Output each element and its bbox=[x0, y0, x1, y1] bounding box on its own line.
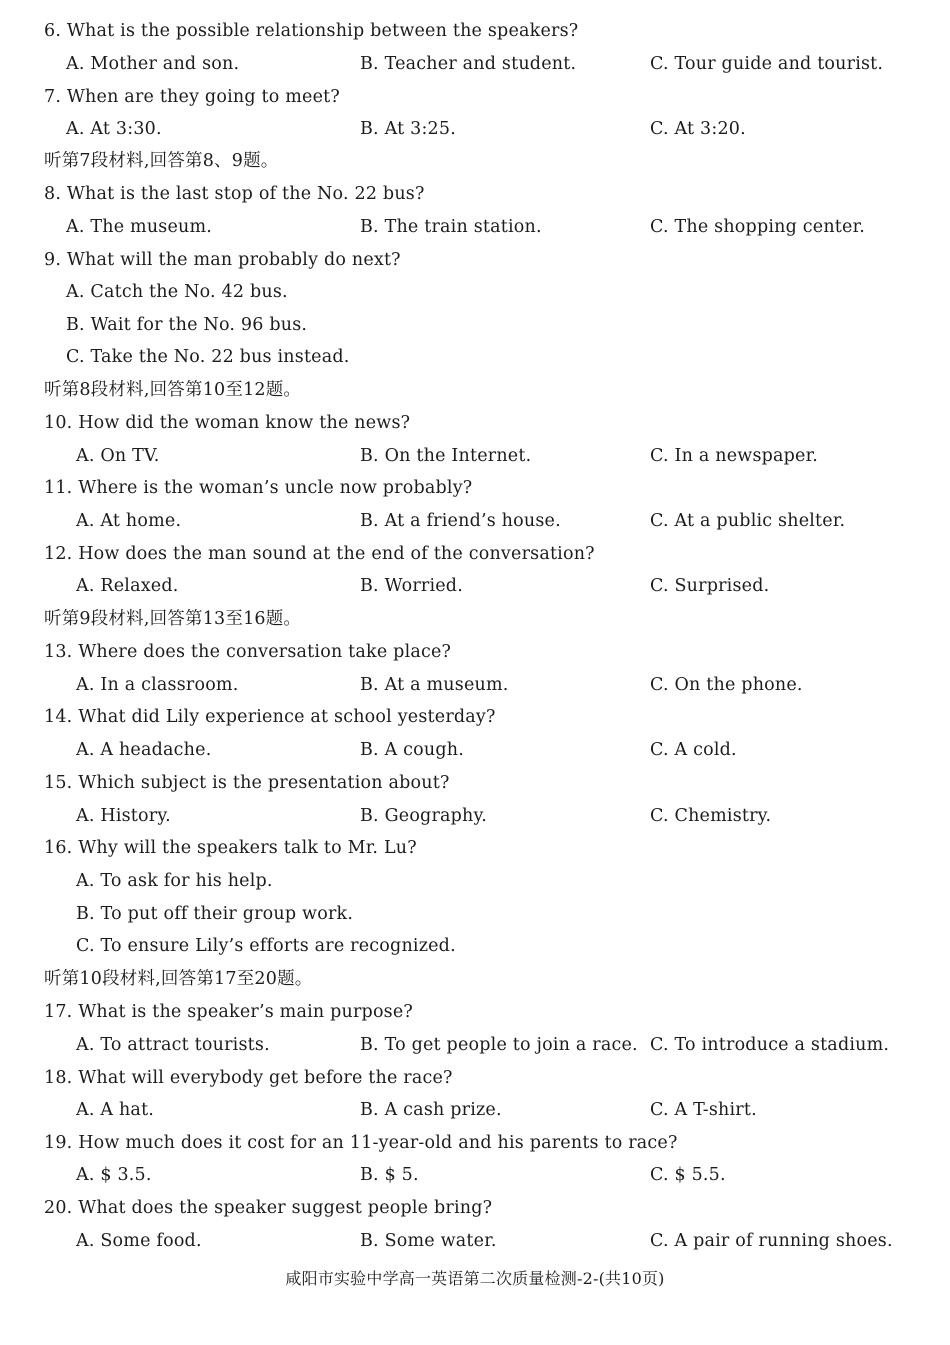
question-19-option-b: B. $ 5. bbox=[360, 1165, 419, 1185]
question-16-option-a-row bbox=[0, 866, 950, 896]
question-14-stem: 14. What did Lily experience at school yesterday? bbox=[44, 707, 496, 727]
question-15-stem: 15. Which subject is the presentation about? bbox=[44, 773, 450, 793]
question-7-options bbox=[0, 114, 950, 144]
section-7-text: 听第7段材料,回答第8、9题。 bbox=[44, 151, 279, 171]
question-7-option-a: A. At 3:30. bbox=[66, 119, 162, 139]
section-8-text: 听第8段材料,回答第10至12题。 bbox=[44, 380, 302, 400]
question-12-option-c: C. Surprised. bbox=[650, 576, 770, 596]
question-15 bbox=[0, 768, 950, 798]
section-7-instruction bbox=[0, 146, 950, 176]
question-11-option-c: C. At a public shelter. bbox=[650, 511, 846, 531]
question-8-options bbox=[0, 212, 950, 242]
question-12-stem: 12. How does the man sound at the end of the conversation? bbox=[44, 544, 595, 564]
question-9-option-b: B. Wait for the No. 96 bus. bbox=[66, 315, 308, 335]
question-7-stem: 7. When are they going to meet? bbox=[44, 87, 340, 107]
question-14 bbox=[0, 702, 950, 732]
question-19-options bbox=[0, 1160, 950, 1190]
question-18-option-c: C. A T-shirt. bbox=[650, 1100, 757, 1120]
question-15-option-a: A. History. bbox=[76, 806, 171, 826]
question-17-option-b: B. To get people to join a race. bbox=[360, 1035, 638, 1055]
question-9-option-c: C. Take the No. 22 bus instead. bbox=[66, 347, 350, 367]
question-18-options bbox=[0, 1095, 950, 1125]
question-18 bbox=[0, 1063, 950, 1093]
question-11-option-a: A. At home. bbox=[76, 511, 182, 531]
question-20 bbox=[0, 1193, 950, 1223]
question-16-option-b-row bbox=[0, 899, 950, 929]
question-6 bbox=[0, 16, 950, 46]
question-15-options bbox=[0, 801, 950, 831]
section-10-text: 听第10段材料,回答第17至20题。 bbox=[44, 969, 313, 989]
question-14-option-b: B. A cough. bbox=[360, 740, 465, 760]
question-9-option-c-row bbox=[0, 342, 950, 372]
question-16-option-c: C. To ensure Lily’s efforts are recognized. bbox=[76, 936, 456, 956]
section-8-instruction bbox=[0, 375, 950, 405]
question-13-stem: 13. Where does the conversation take place? bbox=[44, 642, 452, 662]
page-footer: 咸阳市实验中学高一英语第二次质量检测-2-(共10页) bbox=[285, 1269, 665, 1288]
question-17-option-a: A. To attract tourists. bbox=[76, 1035, 270, 1055]
question-9-option-a-row bbox=[0, 277, 950, 307]
question-11-options bbox=[0, 506, 950, 536]
question-9 bbox=[0, 245, 950, 275]
question-17-option-c: C. To introduce a stadium. bbox=[650, 1035, 890, 1055]
question-20-option-c: C. A pair of running shoes. bbox=[650, 1231, 893, 1251]
question-19-option-a: A. $ 3.5. bbox=[76, 1165, 152, 1185]
question-11 bbox=[0, 473, 950, 503]
question-6-options bbox=[0, 49, 950, 79]
question-13-option-a: A. In a classroom. bbox=[76, 675, 239, 695]
question-10-option-a: A. On TV. bbox=[76, 446, 160, 466]
question-19-stem: 19. How much does it cost for an 11-year-old and his parents to race? bbox=[44, 1133, 678, 1153]
question-6-option-a: A. Mother and son. bbox=[66, 54, 240, 74]
question-9-stem: 9. What will the man probably do next? bbox=[44, 250, 401, 270]
question-12-option-a: A. Relaxed. bbox=[76, 576, 179, 596]
question-19 bbox=[0, 1128, 950, 1158]
question-14-option-c: C. A cold. bbox=[650, 740, 737, 760]
question-13-option-b: B. At a museum. bbox=[360, 675, 509, 695]
question-15-option-c: C. Chemistry. bbox=[650, 806, 772, 826]
question-10-stem: 10. How did the woman know the news? bbox=[44, 413, 411, 433]
section-9-text: 听第9段材料,回答第13至16题。 bbox=[44, 609, 302, 629]
question-20-option-b: B. Some water. bbox=[360, 1231, 497, 1251]
question-7-option-c: C. At 3:20. bbox=[650, 119, 746, 139]
question-6-stem: 6. What is the possible relationship between the speakers? bbox=[44, 21, 579, 41]
question-11-option-b: B. At a friend’s house. bbox=[360, 511, 561, 531]
question-16-option-b: B. To put off their group work. bbox=[76, 904, 354, 924]
question-6-option-b: B. Teacher and student. bbox=[360, 54, 577, 74]
question-16-stem: 16. Why will the speakers talk to Mr. Lu? bbox=[44, 838, 417, 858]
section-9-instruction bbox=[0, 604, 950, 634]
question-10 bbox=[0, 408, 950, 438]
question-10-option-c: C. In a newspaper. bbox=[650, 446, 819, 466]
question-12 bbox=[0, 539, 950, 569]
question-11-stem: 11. Where is the woman’s uncle now probably? bbox=[44, 478, 473, 498]
question-16 bbox=[0, 833, 950, 863]
question-18-option-a: A. A hat. bbox=[76, 1100, 155, 1120]
question-19-option-c: C. $ 5.5. bbox=[650, 1165, 726, 1185]
question-18-stem: 18. What will everybody get before the race? bbox=[44, 1068, 453, 1088]
question-20-option-a: A. Some food. bbox=[76, 1231, 202, 1251]
section-10-instruction bbox=[0, 964, 950, 994]
question-8-option-c: C. The shopping center. bbox=[650, 217, 866, 237]
question-20-stem: 20. What does the speaker suggest people bring? bbox=[44, 1198, 493, 1218]
question-20-options bbox=[0, 1226, 950, 1256]
question-7-option-b: B. At 3:25. bbox=[360, 119, 456, 139]
question-16-option-c-row bbox=[0, 931, 950, 961]
question-17-options bbox=[0, 1030, 950, 1060]
question-13 bbox=[0, 637, 950, 667]
question-16-option-a: A. To ask for his help. bbox=[76, 871, 273, 891]
question-10-options bbox=[0, 441, 950, 471]
question-10-option-b: B. On the Internet. bbox=[360, 446, 532, 466]
question-17 bbox=[0, 997, 950, 1027]
question-15-option-b: B. Geography. bbox=[360, 806, 488, 826]
question-12-options bbox=[0, 571, 950, 601]
question-14-option-a: A. A headache. bbox=[76, 740, 212, 760]
question-17-stem: 17. What is the speaker’s main purpose? bbox=[44, 1002, 414, 1022]
question-7 bbox=[0, 82, 950, 112]
question-18-option-b: B. A cash prize. bbox=[360, 1100, 502, 1120]
question-8-option-a: A. The museum. bbox=[66, 217, 213, 237]
question-13-option-c: C. On the phone. bbox=[650, 675, 803, 695]
question-9-option-b-row bbox=[0, 310, 950, 340]
question-9-option-a: A. Catch the No. 42 bus. bbox=[66, 282, 288, 302]
question-8-stem: 8. What is the last stop of the No. 22 bus? bbox=[44, 184, 425, 204]
question-6-option-c: C. Tour guide and tourist. bbox=[650, 54, 884, 74]
question-8-option-b: B. The train station. bbox=[360, 217, 542, 237]
question-8 bbox=[0, 179, 950, 209]
question-13-options bbox=[0, 670, 950, 700]
question-12-option-b: B. Worried. bbox=[360, 576, 463, 596]
question-14-options bbox=[0, 735, 950, 765]
